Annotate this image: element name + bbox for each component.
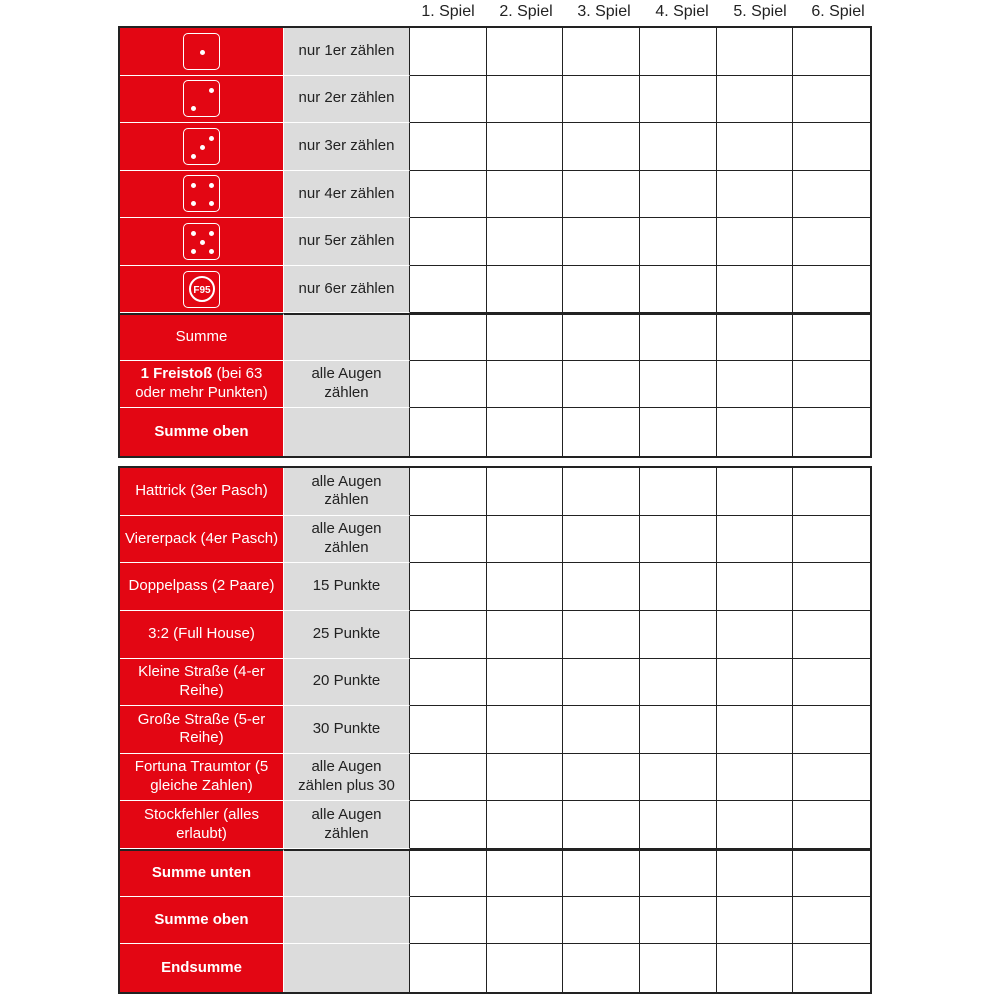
upper-row-6-score-game-2[interactable] (487, 266, 564, 314)
lower-row-7-score-game-3[interactable] (563, 754, 640, 802)
summe-score-game-3[interactable] (563, 313, 640, 361)
die-pip (191, 154, 196, 159)
upper-row-5-score-game-2[interactable] (487, 218, 564, 266)
lower-total-2-score-game-1[interactable] (410, 897, 487, 945)
bonus-label-rest: (bei 63 oder mehr Punkten) (135, 365, 268, 402)
lower-row-6-score-game-5[interactable] (717, 706, 794, 754)
lower-row-7-label (120, 754, 284, 802)
lower-total-1-rule (284, 849, 410, 897)
lower-row-6-score-game-1[interactable] (410, 706, 487, 754)
lower-row-6-label (120, 706, 284, 754)
lower-row-5-score-game-1[interactable] (410, 659, 487, 707)
lower-total-3-rule (284, 944, 410, 992)
logo-text: F95 (192, 285, 211, 297)
lower-total-2-score-game-6[interactable] (793, 897, 870, 945)
game-column-header-1: 1. Spiel (421, 3, 475, 20)
upper-row-6-score-game-1[interactable] (410, 266, 487, 314)
upper-row-6-score-game-3[interactable] (563, 266, 640, 314)
bonus-freistoss-score-game-2[interactable] (487, 361, 564, 409)
lower-row-7-score-game-1[interactable] (410, 754, 487, 802)
upper-row-2-score-game-3[interactable] (563, 76, 640, 124)
die-pip (209, 201, 214, 206)
upper-row-4-score-game-3[interactable] (563, 171, 640, 219)
upper-row-5-score-game-1[interactable] (410, 218, 487, 266)
lower-row-7-score-game-4[interactable] (640, 754, 717, 802)
upper-row-3-score-game-5[interactable] (717, 123, 794, 171)
bonus-freistoss-score-game-3[interactable] (563, 361, 640, 409)
upper-row-5-rule: nur 5er zählen (284, 218, 410, 266)
lower-row-5-score-game-3[interactable] (563, 659, 640, 707)
lower-row-5-score-game-2[interactable] (487, 659, 564, 707)
summe-label (120, 313, 284, 361)
total-label-text: Summe oben (154, 910, 249, 928)
upper-row-6-label (120, 266, 284, 314)
lower-row-4-score-game-3[interactable] (563, 611, 640, 659)
lower-row-4-score-game-2[interactable] (487, 611, 564, 659)
upper-row-3-score-game-2[interactable] (487, 123, 564, 171)
summe-oben-upper-label (120, 408, 284, 456)
upper-row-1-score-game-4[interactable] (640, 28, 717, 76)
upper-row-1-score-game-6[interactable] (793, 28, 870, 76)
die-pip (200, 50, 205, 55)
lower-row-3-score-game-5[interactable] (717, 563, 794, 611)
lower-row-8-score-game-6[interactable] (793, 801, 870, 849)
summe-label-text: Summe (175, 328, 228, 346)
summe-oben-upper-score-game-2[interactable] (487, 408, 564, 456)
lower-row-8-score-game-3[interactable] (563, 801, 640, 849)
die-two-icon (183, 80, 220, 117)
lower-row-1-score-game-3[interactable] (563, 468, 640, 516)
upper-row-3-score-game-4[interactable] (640, 123, 717, 171)
lower-row-4-score-game-5[interactable] (717, 611, 794, 659)
lower-row-8-score-game-1[interactable] (410, 801, 487, 849)
die-pip (209, 231, 214, 236)
upper-row-3-score-game-1[interactable] (410, 123, 487, 171)
lower-row-2-score-game-4[interactable] (640, 516, 717, 564)
lower-row-2-rule: alle Augen zählen (284, 516, 410, 564)
summe-oben-upper-score-game-6[interactable] (793, 408, 870, 456)
lower-total-2-score-game-4[interactable] (640, 897, 717, 945)
lower-row-label-text: Hattrick (3er Pasch) (135, 481, 268, 499)
lower-row-5-label (120, 659, 284, 707)
lower-row-label-text: Große Straße (5-er Reihe) (137, 710, 266, 747)
game-column-header-2: 2. Spiel (499, 3, 553, 20)
lower-row-8-score-game-2[interactable] (487, 801, 564, 849)
lower-total-3-score-game-2[interactable] (487, 944, 564, 992)
lower-section (118, 466, 872, 994)
total-label-text: Summe unten (151, 864, 252, 882)
lower-row-7-score-game-5[interactable] (717, 754, 794, 802)
summe-rule (284, 313, 410, 361)
summe-oben-upper-score-game-5[interactable] (717, 408, 794, 456)
upper-row-4-score-game-4[interactable] (640, 171, 717, 219)
die-pip (209, 136, 214, 141)
summe-score-game-2[interactable] (487, 313, 564, 361)
upper-row-1-score-game-1[interactable] (410, 28, 487, 76)
lower-row-8-score-game-5[interactable] (717, 801, 794, 849)
lower-total-3-score-game-4[interactable] (640, 944, 717, 992)
die-pip (191, 231, 196, 236)
lower-row-8-score-game-4[interactable] (640, 801, 717, 849)
upper-row-5-score-game-3[interactable] (563, 218, 640, 266)
upper-row-3-label (120, 123, 284, 171)
lower-row-4-score-game-6[interactable] (793, 611, 870, 659)
lower-total-2-score-game-3[interactable] (563, 897, 640, 945)
upper-row-5-score-game-5[interactable] (717, 218, 794, 266)
summe-oben-label-text: Summe oben (154, 422, 249, 440)
lower-row-5-score-game-5[interactable] (717, 659, 794, 707)
lower-total-1-label (120, 849, 284, 897)
lower-total-1-score-game-5[interactable] (717, 849, 794, 897)
upper-row-6-score-game-4[interactable] (640, 266, 717, 314)
lower-row-label-text: Kleine Straße (4-er Reihe) (138, 663, 265, 699)
lower-total-1-score-game-4[interactable] (640, 849, 717, 897)
lower-row-6-score-game-3[interactable] (563, 706, 640, 754)
lower-row-6-score-game-4[interactable] (640, 706, 717, 754)
lower-total-1-score-game-2[interactable] (487, 849, 564, 897)
lower-row-5-score-game-4[interactable] (640, 659, 717, 707)
upper-row-5-label (120, 218, 284, 266)
lower-row-7-rule: alle Augen zählen plus 30 (284, 754, 410, 802)
lower-row-1-score-game-1[interactable] (410, 468, 487, 516)
upper-row-4-score-game-5[interactable] (717, 171, 794, 219)
die-pip (191, 201, 196, 206)
game-column-header-4: 4. Spiel (655, 3, 709, 20)
lower-row-2-score-game-2[interactable] (487, 516, 564, 564)
die-five-icon (183, 223, 220, 260)
lower-row-3-score-game-1[interactable] (410, 563, 487, 611)
lower-row-6-score-game-6[interactable] (793, 706, 870, 754)
lower-total-2-score-game-2[interactable] (487, 897, 564, 945)
lower-row-6-rule: 30 Punkte (284, 706, 410, 754)
bonus-freistoss-score-game-6[interactable] (793, 361, 870, 409)
lower-row-8-rule: alle Augen zählen (284, 801, 410, 849)
summe-score-game-5[interactable] (717, 313, 794, 361)
lower-total-2-rule (284, 897, 410, 945)
total-label-text: Endsumme (161, 958, 242, 976)
bonus-freistoss-score-game-5[interactable] (717, 361, 794, 409)
lower-row-3-score-game-2[interactable] (487, 563, 564, 611)
summe-oben-upper-score-game-4[interactable] (640, 408, 717, 456)
fortuna-logo-icon (183, 271, 220, 308)
upper-row-1-score-game-5[interactable] (717, 28, 794, 76)
lower-row-1-label (120, 468, 284, 516)
upper-row-6-rule: nur 6er zählen (284, 266, 410, 314)
upper-row-2-score-game-1[interactable] (410, 76, 487, 124)
summe-oben-upper-rule (284, 408, 410, 456)
lower-row-label-text: Fortuna Traumtor (5 gleiche Zahlen) (134, 758, 269, 795)
upper-row-2-label (120, 76, 284, 124)
die-pip (191, 249, 196, 254)
upper-row-3-score-game-3[interactable] (563, 123, 640, 171)
lower-total-3-score-game-3[interactable] (563, 944, 640, 992)
die-pip (209, 88, 214, 93)
lower-total-3-score-game-5[interactable] (717, 944, 794, 992)
die-one-icon (183, 33, 220, 70)
lower-row-3-label (120, 563, 284, 611)
lower-row-4-label (120, 611, 284, 659)
upper-row-1-label (120, 28, 284, 76)
lower-total-2-score-game-5[interactable] (717, 897, 794, 945)
lower-row-3-score-game-3[interactable] (563, 563, 640, 611)
upper-row-5-score-game-6[interactable] (793, 218, 870, 266)
lower-row-8-label (120, 801, 284, 849)
game-header (0, 0, 1000, 26)
bonus-freistoss-score-game-1[interactable] (410, 361, 487, 409)
lower-row-label-text: 3:2 (Full House) (148, 624, 255, 642)
summe-oben-upper-score-game-3[interactable] (563, 408, 640, 456)
die-pip (191, 183, 196, 188)
upper-row-2-score-game-4[interactable] (640, 76, 717, 124)
lower-row-3-rule: 15 Punkte (284, 563, 410, 611)
lower-row-label-text: Stockfehler (alles erlaubt) (143, 806, 260, 842)
lower-total-1-score-game-6[interactable] (793, 849, 870, 897)
lower-row-label-text: Viererpack (4er Pasch) (124, 529, 279, 547)
lower-row-4-score-game-1[interactable] (410, 611, 487, 659)
lower-row-2-score-game-3[interactable] (563, 516, 640, 564)
lower-row-7-score-game-2[interactable] (487, 754, 564, 802)
upper-row-4-score-game-1[interactable] (410, 171, 487, 219)
die-pip (200, 145, 205, 150)
lower-row-6-score-game-2[interactable] (487, 706, 564, 754)
game-column-header-6: 6. Spiel (811, 3, 865, 20)
lower-row-5-score-game-6[interactable] (793, 659, 870, 707)
lower-row-2-score-game-1[interactable] (410, 516, 487, 564)
lower-row-label-text: Doppelpass (2 Paare) (128, 577, 275, 595)
upper-row-2-score-game-6[interactable] (793, 76, 870, 124)
lower-row-3-score-game-4[interactable] (640, 563, 717, 611)
die-pip (209, 183, 214, 188)
upper-row-4-label (120, 171, 284, 219)
lower-total-3-score-game-1[interactable] (410, 944, 487, 992)
die-pip (209, 249, 214, 254)
summe-oben-upper-score-game-1[interactable] (410, 408, 487, 456)
game-column-header-3: 3. Spiel (577, 3, 631, 20)
summe-score-game-4[interactable] (640, 313, 717, 361)
summe-score-game-6[interactable] (793, 313, 870, 361)
lower-row-1-score-game-5[interactable] (717, 468, 794, 516)
bonus-freistoss-rule: alle Augen zählen (284, 361, 410, 409)
upper-row-2-rule: nur 2er zählen (284, 76, 410, 124)
lower-row-5-rule: 20 Punkte (284, 659, 410, 707)
lower-row-4-score-game-4[interactable] (640, 611, 717, 659)
lower-row-3-score-game-6[interactable] (793, 563, 870, 611)
upper-row-2-score-game-5[interactable] (717, 76, 794, 124)
upper-section (118, 26, 872, 458)
bonus-label-bold: 1 Freistoß (140, 365, 213, 383)
summe-score-game-1[interactable] (410, 313, 487, 361)
die-four-icon (183, 175, 220, 212)
lower-total-3-label (120, 944, 284, 992)
bonus-freistoss-label (120, 361, 284, 409)
lower-row-1-rule: alle Augen zählen (284, 468, 410, 516)
upper-row-4-rule: nur 4er zählen (284, 171, 410, 219)
upper-row-6-score-game-6[interactable] (793, 266, 870, 314)
lower-total-3-score-game-6[interactable] (793, 944, 870, 992)
upper-row-1-score-game-2[interactable] (487, 28, 564, 76)
lower-total-2-label (120, 897, 284, 945)
upper-row-2-score-game-2[interactable] (487, 76, 564, 124)
lower-row-2-score-game-6[interactable] (793, 516, 870, 564)
lower-row-7-score-game-6[interactable] (793, 754, 870, 802)
upper-row-4-score-game-6[interactable] (793, 171, 870, 219)
lower-row-4-rule: 25 Punkte (284, 611, 410, 659)
upper-row-3-score-game-6[interactable] (793, 123, 870, 171)
lower-total-1-score-game-3[interactable] (563, 849, 640, 897)
lower-row-1-score-game-2[interactable] (487, 468, 564, 516)
die-pip (191, 106, 196, 111)
lower-row-2-label (120, 516, 284, 564)
upper-row-6-score-game-5[interactable] (717, 266, 794, 314)
lower-row-2-score-game-5[interactable] (717, 516, 794, 564)
bonus-label-text (124, 365, 279, 403)
upper-row-1-rule: nur 1er zählen (284, 28, 410, 76)
bonus-freistoss-score-game-4[interactable] (640, 361, 717, 409)
upper-row-1-score-game-3[interactable] (563, 28, 640, 76)
upper-row-3-rule: nur 3er zählen (284, 123, 410, 171)
die-pip (200, 240, 205, 245)
lower-row-1-score-game-6[interactable] (793, 468, 870, 516)
upper-row-4-score-game-2[interactable] (487, 171, 564, 219)
lower-total-1-score-game-1[interactable] (410, 849, 487, 897)
upper-row-5-score-game-4[interactable] (640, 218, 717, 266)
die-three-icon (183, 128, 220, 165)
game-column-header-5: 5. Spiel (733, 3, 787, 20)
lower-row-1-score-game-4[interactable] (640, 468, 717, 516)
